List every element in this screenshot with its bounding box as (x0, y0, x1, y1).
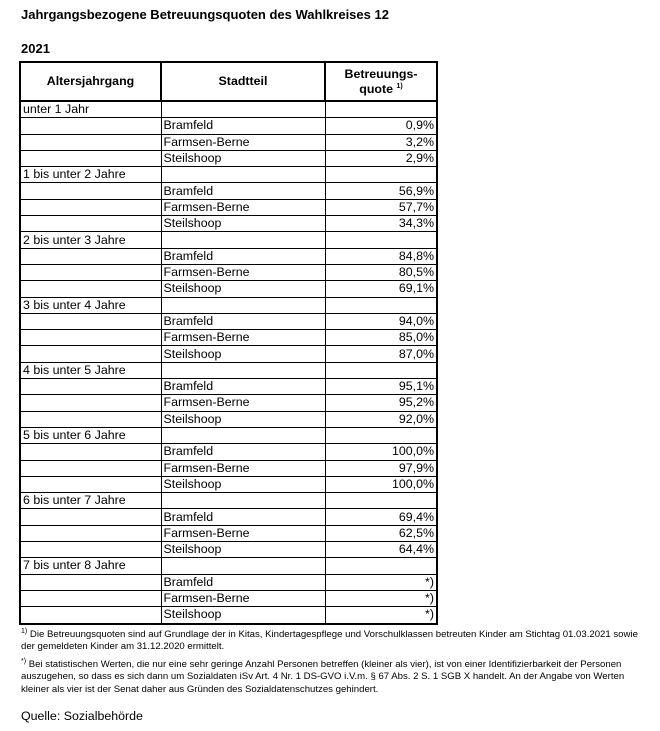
empty-cell (20, 411, 161, 427)
age-group-label: 3 bis unter 4 Jahre (20, 297, 161, 313)
empty-cell (20, 379, 161, 395)
age-group-row (20, 362, 437, 378)
table-row (20, 542, 437, 558)
empty-cell (20, 542, 161, 558)
empty-cell (20, 346, 161, 362)
empty-cell (161, 167, 325, 183)
quota-cell: 34,3% (325, 216, 437, 232)
district-cell: Steilshoop (161, 411, 325, 427)
table-row (20, 444, 437, 460)
empty-cell (20, 525, 161, 541)
age-group-label: 5 bis unter 6 Jahre (20, 427, 161, 443)
empty-cell (161, 362, 325, 378)
quota-cell: *) (325, 590, 437, 606)
table-row (20, 118, 437, 134)
empty-cell (20, 460, 161, 476)
quota-cell: 97,9% (325, 460, 437, 476)
header-quota-line1: Betreuungs- (344, 66, 418, 81)
empty-cell (325, 297, 437, 313)
age-group-label: 6 bis unter 7 Jahre (20, 493, 161, 509)
age-group-row (20, 427, 437, 443)
empty-cell (20, 216, 161, 232)
district-cell: Bramfeld (161, 183, 325, 199)
table-row (20, 330, 437, 346)
empty-cell (161, 101, 325, 118)
quota-cell: *) (325, 574, 437, 590)
table-header-row (20, 62, 437, 101)
age-group-row (20, 101, 437, 118)
age-group-label: 4 bis unter 5 Jahre (20, 362, 161, 378)
quota-cell: 2,9% (325, 150, 437, 166)
table-row (20, 509, 437, 525)
district-cell: Steilshoop (161, 216, 325, 232)
table-row (20, 379, 437, 395)
age-group-row (20, 232, 437, 248)
footnote-1 (21, 629, 649, 653)
empty-cell (161, 427, 325, 443)
district-cell: Bramfeld (161, 313, 325, 329)
district-cell: Bramfeld (161, 118, 325, 134)
source-note: Quelle: Sozialbehörde (21, 709, 143, 723)
empty-cell (325, 167, 437, 183)
table-row (20, 183, 437, 199)
quota-cell: 56,9% (325, 183, 437, 199)
table-row (20, 216, 437, 232)
footnote-2-text: Bei statistischen Werten, die nur eine sehr geringe Anzahl Personen betreffen (kleiner als vier), ist von einer Identifizierbarkeit der Personen auszugehen, so dass es sich dann um Sozialdaten iSv Art. 4 Nr. 1 DS-GVO i.V.m. § 67 Abs. 2 S. 1 SGB X handelt. An der Angabe von Werten kleiner als vier ist der Senat daher aus Gründen des Sozialdatenschutzes gehindert. (21, 659, 625, 695)
quota-cell: 62,5% (325, 525, 437, 541)
quota-cell: 84,8% (325, 248, 437, 264)
table-row (20, 411, 437, 427)
quota-cell: *) (325, 607, 437, 624)
empty-cell (20, 281, 161, 297)
district-cell: Bramfeld (161, 574, 325, 590)
district-cell: Bramfeld (161, 509, 325, 525)
empty-cell (20, 476, 161, 492)
empty-cell (325, 101, 437, 118)
age-group-row (20, 297, 437, 313)
header-district: Stadtteil (161, 62, 325, 101)
empty-cell (20, 134, 161, 150)
header-quota (325, 62, 437, 101)
empty-cell (20, 199, 161, 215)
district-cell: Steilshoop (161, 346, 325, 362)
empty-cell (20, 395, 161, 411)
footnote-2-mark: *) (21, 657, 27, 665)
quota-cell: 100,0% (325, 444, 437, 460)
district-cell: Steilshoop (161, 281, 325, 297)
empty-cell (325, 493, 437, 509)
empty-cell (20, 444, 161, 460)
quota-cell: 69,4% (325, 509, 437, 525)
header-quota-line2: quote (359, 81, 394, 96)
table-row (20, 590, 437, 606)
table-row (20, 248, 437, 264)
empty-cell (20, 118, 161, 134)
quota-cell: 92,0% (325, 411, 437, 427)
table-row (20, 574, 437, 590)
header-quota-footnote-mark: 1) (396, 82, 403, 90)
age-group-label: unter 1 Jahr (20, 101, 161, 118)
empty-cell (20, 330, 161, 346)
table-row (20, 264, 437, 280)
empty-cell (20, 313, 161, 329)
age-group-row (20, 493, 437, 509)
quota-cell: 100,0% (325, 476, 437, 492)
empty-cell (20, 183, 161, 199)
empty-cell (161, 558, 325, 574)
empty-cell (325, 232, 437, 248)
district-cell: Farmsen-Berne (161, 134, 325, 150)
district-cell: Bramfeld (161, 444, 325, 460)
quota-cell: 85,0% (325, 330, 437, 346)
empty-cell (20, 590, 161, 606)
age-group-label: 1 bis unter 2 Jahre (20, 167, 161, 183)
empty-cell (161, 493, 325, 509)
age-group-row (20, 167, 437, 183)
quota-cell: 80,5% (325, 264, 437, 280)
table-row (20, 313, 437, 329)
table-row (20, 460, 437, 476)
district-cell: Bramfeld (161, 248, 325, 264)
empty-cell (20, 264, 161, 280)
district-cell: Steilshoop (161, 542, 325, 558)
table-row (20, 395, 437, 411)
district-cell: Farmsen-Berne (161, 525, 325, 541)
empty-cell (20, 509, 161, 525)
empty-cell (20, 248, 161, 264)
table-row (20, 134, 437, 150)
district-cell: Farmsen-Berne (161, 264, 325, 280)
empty-cell (161, 297, 325, 313)
age-group-row (20, 558, 437, 574)
footnote-1-mark: 1) (21, 627, 28, 635)
empty-cell (325, 427, 437, 443)
table-row (20, 476, 437, 492)
table-row (20, 199, 437, 215)
district-cell: Steilshoop (161, 150, 325, 166)
quota-cell: 95,2% (325, 395, 437, 411)
footnote-2 (21, 659, 649, 696)
district-cell: Farmsen-Berne (161, 590, 325, 606)
header-age: Altersjahrgang (20, 62, 161, 101)
quota-cell: 94,0% (325, 313, 437, 329)
footnote-1-text: Die Betreuungsquoten sind auf Grundlage der in Kitas, Kindertagespflege und Vorschulklassen betreuten Kinder am Stichtag 01.03.2021 sowie der gemeldeten Kinder am 31.12.2020 ermittelt. (21, 629, 638, 652)
empty-cell (161, 232, 325, 248)
empty-cell (20, 150, 161, 166)
table-row (20, 281, 437, 297)
table-body (20, 101, 437, 624)
empty-cell (325, 558, 437, 574)
year-heading: 2021 (21, 41, 50, 56)
quota-cell: 69,1% (325, 281, 437, 297)
district-cell: Bramfeld (161, 379, 325, 395)
quota-cell: 57,7% (325, 199, 437, 215)
empty-cell (20, 574, 161, 590)
quota-cell: 87,0% (325, 346, 437, 362)
table-row (20, 150, 437, 166)
quota-cell: 64,4% (325, 542, 437, 558)
empty-cell (325, 362, 437, 378)
district-cell: Farmsen-Berne (161, 460, 325, 476)
table-row (20, 525, 437, 541)
age-group-label: 7 bis unter 8 Jahre (20, 558, 161, 574)
empty-cell (20, 607, 161, 624)
quota-cell: 0,9% (325, 118, 437, 134)
table-row (20, 346, 437, 362)
quota-table (19, 61, 438, 625)
district-cell: Farmsen-Berne (161, 330, 325, 346)
table-row (20, 607, 437, 624)
age-group-label: 2 bis unter 3 Jahre (20, 232, 161, 248)
district-cell: Steilshoop (161, 476, 325, 492)
district-cell: Farmsen-Berne (161, 395, 325, 411)
district-cell: Farmsen-Berne (161, 199, 325, 215)
district-cell: Steilshoop (161, 607, 325, 624)
document-title: Jahrgangsbezogene Betreuungsquoten des Wahlkreises 12 (21, 7, 389, 22)
quota-cell: 3,2% (325, 134, 437, 150)
quota-cell: 95,1% (325, 379, 437, 395)
